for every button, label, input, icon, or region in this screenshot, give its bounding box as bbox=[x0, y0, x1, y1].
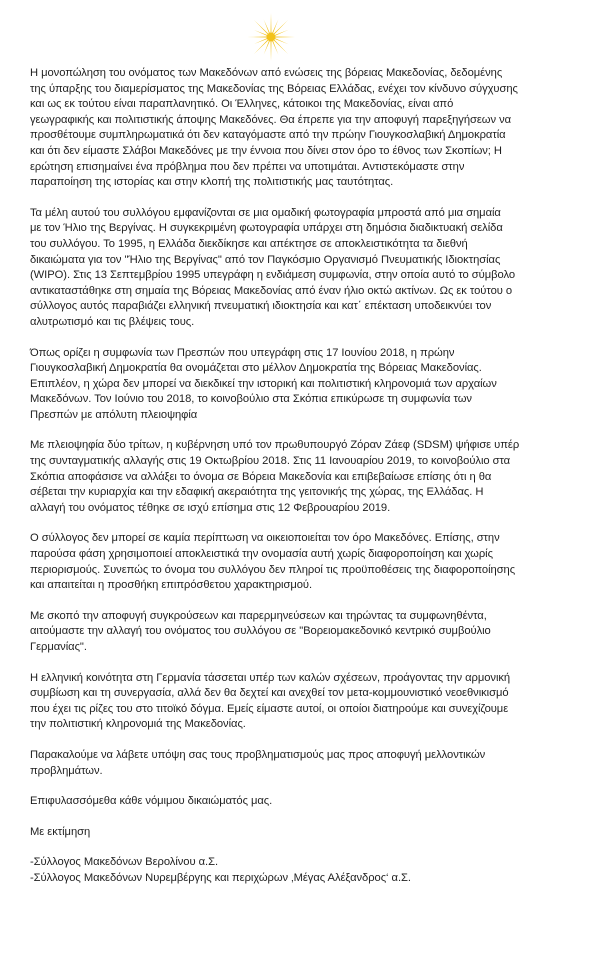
vergina-sun-icon bbox=[246, 12, 296, 62]
paragraph-consideration-request: Παρακαλούμε να λάβετε υπόψη σας τους προβληματισμούς μας προς αποφυγή μελλοντικών προβλημάτων. bbox=[30, 748, 486, 777]
paragraph-name-change-request: Με σκοπό την αποφυγή συγκρούσεων και παρερμηνεύσεων και τηρώντας τα συμφωνηθέντα, αιτούμαστε την αλλαγή του ονόματος του συλλόγου σε "Βορειομακεδονικό κεντρικό συμβούλιο Γερμανίας". bbox=[30, 609, 491, 653]
sun-ray bbox=[272, 41, 278, 55]
paragraph-greek-community: Η ελληνική κοινότητα στη Γερμανία τάσσεται υπέρ των καλών σχέσεων, προάγοντας την αρμονική συμβίωση και τη συνεργασία, αλλά δεν θα δεχτεί και ανεχθεί τον μετα-κομμουνιστικό νεοεθνικισμό που έχει τις ρίζες του στο τιτοϊκό δόγμα. Εμείς είμαστε αυτοί, οι οποίοι διατηρούμε και συνεχίζουμε την πολιτιστική κληρονομιά της Μακεδονίας. bbox=[30, 671, 511, 731]
sun-ray bbox=[275, 37, 295, 38]
paragraph-name-term: Ο σύλλογος δεν μπορεί σε καμία περίπτωση να οικειοποιείται τον όρο Μακεδόνες. Επίσης, στην παρούσα φάση χρησιμοποιεί αποκλειστικά την ονομασία αυτή χωρίς διαφοροποίηση και χωρίς περιορισμούς. Συνεπώς το όνομα του συλλόγου δεν πληροί τις προϋποθέσεις της διαφοροποίησης και απαιτείται η προσθήκη επιπρόσθετου χαρακτηρισμού. bbox=[30, 532, 516, 592]
sun-ray bbox=[247, 37, 267, 38]
sun-ray bbox=[264, 41, 270, 55]
paragraph-vergina-sun: Τα μέλη αυτού του συλλόγου εμφανίζονται σε μια ομαδική φωτογραφία μπροστά από μια σημαία με τον Ήλιο της Βεργίνας. Η συγκεκριμένη φωτογραφία υπάρχει στη δημόσια διαδικτυακή σελίδα του συλλόγου. Το 1995, η Ελλάδα διεκδίκησε και απέκτησε σε αποκλειστικότητα τα διεθνή δικαιώματα για τον "Ήλιο της Βεργίνας" από τον Παγκόσμιο Οργανισμό Πνευματικής Ιδιοκτησίας (WIPO). Στις 13 Σεπτεμβρίου 1995 υπεγράφη η ενδιάμεση συμφωνία, στην οποία αυτό το σύμβολο αντικαταστάθηκε στη σημαία της Βόρειας Μακεδονίας από έναν ήλιο οκτώ ακτίνων. Ως εκ τούτου ο σύλλογος αυτός παραβιάζει ελληνική πνευματική ιδιοκτησία και κατ΄ επέκταση υποδεικνύει τον αλυτρωτισμό και τις βλέψεις τους. bbox=[30, 206, 515, 328]
sun-ray bbox=[272, 19, 278, 33]
sun-ray bbox=[274, 20, 288, 34]
sun-ray bbox=[254, 20, 268, 34]
sun-ray bbox=[254, 40, 268, 54]
letter-body bbox=[30, 66, 578, 887]
sun-ray bbox=[275, 38, 289, 44]
paragraph-name-monopoly: Η μονοπώληση του ονόματος των Μακεδόνων από ενώσεις της βόρειας Μακεδονίας, δεδομένης της ύπαρξης του διαμερίσματος της Μακεδονίας της Βόρειας Ελλάδας, ενέχει τον κίνδυνο σύγχυσης και ως εκ τούτου είναι παραπλανητικό. Οι Έλληνες, κάτοικοι της Μακεδονίας, είναι από γεωγραφικής και πολιτιστικής άποψης Μακεδόνες. Θα έπρεπε για την αποφυγή παρεξηγήσεων να προσθέτουμε συμπληρωματικά ότι δεν καταγόμαστε από την πρώην Γιουγκοσλαβική Δημοκρατία και ότι δεν είμαστε Σλάβοι Μακεδόνες με την έννοια που δίνει στον όρο το έθνος των Σκοπίων; Η ερώτηση επισημαίνει ένα πρόβλημα που δεν πρέπει να υποτιμάται. Αντιστεκόμαστε στην παραποίηση της ιστορίας και στην κλοπή της πολιτιστικής μας ταυτότητας. bbox=[30, 67, 518, 189]
sun-ray bbox=[271, 41, 272, 61]
signature-berlin: -Σύλλογος Μακεδόνων Βερολίνου α.Σ. bbox=[30, 856, 219, 869]
signature-nuremberg: -Σύλλογος Μακεδόνων Νυρεμβέργης και περιχώρων ‚Μέγας Αλέξανδρος‘ α.Σ. bbox=[30, 871, 411, 884]
sun-ray bbox=[274, 40, 288, 54]
paragraph-constitutional-change: Με πλειοψηφία δύο τρίτων, η κυβέρνηση υπό τον πρωθυπουργό Ζόραν Ζάεφ (SDSM) ψήφισε υπέρ της συνταγματικής αλλαγής στις 19 Οκτωβρίου 2018. Στις 11 Ιανουαρίου 2019, το κοινοβούλιο στα Σκόπια αποφάσισε να αλλάξει το όνομα σε Βόρεια Μακεδονία και επιβεβαίωσε επίσης ότι η θα σέβεται την κυριαρχία και την εδαφική ακεραιότητα της γειτονικής της χώρας, της Ελλάδας. Η αλλαγή του ονόματος τέθηκε σε ισχύ επίσημα στις 12 Φεβρουαρίου 2019. bbox=[30, 439, 520, 514]
paragraph-prespa-agreement: Όπως ορίζει η συμφωνία των Πρεσπών που υπεγράφη στις 17 Ιουνίου 2018, η πρώην Γιουγκοσλαβική Δημοκρατία θα ονομάζεται στο μέλλον Δημοκρατία της Βόρειας Μακεδονίας. Επιπλέον, η χώρα δεν μπορεί να διεκδικεί την ιστορική και πολιτιστική κληρονομιά των αρχαίων Μακεδόνων. Τον Ιούνιο του 2018, το κοινοβούλιο στα Σκόπια επικύρωσε τη συμφωνία των Πρεσπών με απόλυτη πλειοψηφία bbox=[30, 346, 497, 421]
paragraph-reserve-rights: Επιφυλασσόμεθα κάθε νόμιμου δικαιώματός μας. bbox=[30, 795, 273, 808]
sun-ray bbox=[275, 30, 289, 36]
sun-ray bbox=[253, 30, 267, 36]
closing-salutation: Με εκτίμηση bbox=[30, 825, 91, 838]
sun-ray bbox=[264, 19, 270, 33]
sun-ray bbox=[253, 38, 267, 44]
sun-ray bbox=[271, 13, 272, 33]
